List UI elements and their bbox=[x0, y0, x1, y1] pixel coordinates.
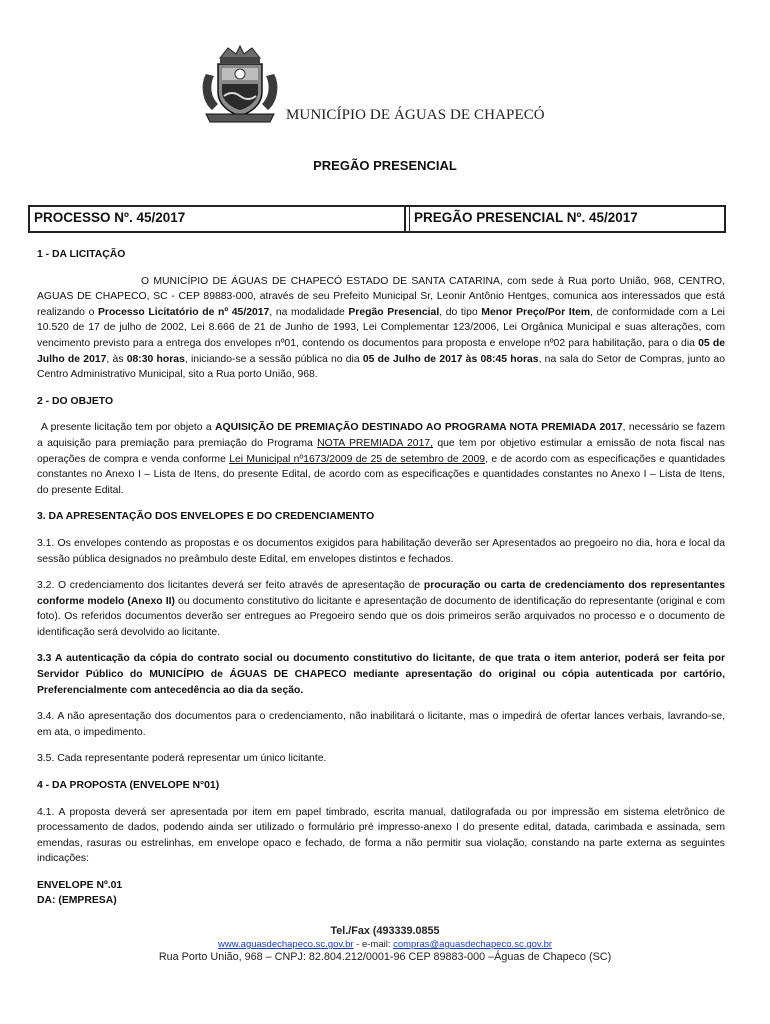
municipality-name: MUNICÍPIO DE ÁGUAS DE CHAPECÓ bbox=[286, 107, 545, 123]
section-1-paragraph: O MUNICÍPIO DE ÁGUAS DE CHAPECÓ ESTADO DE SANTA CATARINA, com sede à Rua porto União, 968, CENTRO, AGUAS DE CHAPECO, SC - CEP 89883-000, através de seu Prefeito Municipal Sr, Leonir Antônio Hentges, comunica aos interessados que está realizando o Processo Licitatório de nº 45/2017, na modalidade Pregão Presencial, do tipo Menor Preço/Por Item, de conformidade com a Lei 10.520 de 17 de julho de 2002, Lei 8.666 de 21 de Junho de 1993, Lei Complementar 123/2006, Lei Orgânica Municipal e suas alterações, com vencimento previsto para a entrega dos envelopes nº01, contendo os documentos para proposta e envelope nº02 para habilitação, para o dia 05 de Julho de 2017, às 08:30 horas, iniciando-se a sessão pública no dia 05 de Julho de 2017 às 08:45 horas, na sala do Setor de Compras, junto ao Centro Administrativo Municipal, sito a Rua porto União, 968. bbox=[37, 275, 725, 381]
website-link[interactable]: www.aguasdechapeco.sc.gov.br bbox=[217, 939, 354, 950]
page-footer bbox=[0, 925, 770, 964]
pregao-number: PREGÃO PRESENCIAL Nº. 45/2017 bbox=[409, 207, 724, 231]
section-3-heading: 3. DA APRESENTAÇÃO DOS ENVELOPES E DO CREDENCIAMENTO bbox=[37, 511, 375, 523]
paragraph-3-3: 3.3 A autenticação da cópia do contrato social ou documento constitutivo do licitante, de que trata o item anterior, poderá ser feita por Servidor Público do MUNICÍPIO de ÁGUAS DE CHAPECO mediante apresentação do original ou cópia autenticada por cartório, Preferencialmente com antecedência ao dia da seção. bbox=[37, 653, 725, 696]
email-label: - e-mail: bbox=[353, 939, 394, 950]
section-2-paragraph: A presente licitação tem por objeto a AQUISIÇÃO DE PREMIAÇÃO DESTINADO AO PROGRAMA NOTA PREMIADA 2017, necessário se fazem a aquisição para premiação para premiação do Programa NOTA PREMIADA 2017, que tem por objetivo estimular a emissão de nota fiscal nas operações de compra e venda conforme Lei Municipal nº1673/2009 de 25 de setembro de 2009, e de acordo com as especificações e quantidades constantes no Anexo I – Lista de Itens, do presente Edital, de acordo com as especificações e quantidades constantes no Anexo I – Lista de Itens, do presente Edital. bbox=[37, 422, 726, 496]
paragraph-3-4: 3.4. A não apresentação dos documentos para o credenciamento, não inabilitará o licitante, mas o impedirá de ofertar lances verbais, lavrando-se, em ata, o impedimento. bbox=[37, 711, 725, 738]
document-body bbox=[37, 247, 725, 908]
section-1-heading: 1 - DA LICITAÇÃO bbox=[37, 249, 126, 260]
footer-phone: Tel./Fax (493339.0855 bbox=[330, 925, 440, 937]
paragraph-3-1: 3.1. Os envelopes contendo as propostas e os documentos exigidos para habilitação deverão ser Apresentados ao pregoeiro no dia, hora e local da sessão pública designados no preâmbulo deste Edital, em envelopes distintos e fechados. bbox=[37, 537, 725, 565]
process-header-box bbox=[28, 205, 726, 233]
process-number: PROCESSO Nº. 45/2017 bbox=[30, 207, 406, 231]
paragraph-4-1: 4.1. A proposta deverá ser apresentada por item em papel timbrado, escrita manual, datilografada ou por impressão em sistema eletrônico de processamento de dados, podendo ainda ser utilizado o formulário pré impresso-anexo I do presente edital, datada, carimbada e assinada, sem emendas, rasuras ou estrelinhas, em envelope opaco e fechado, de forma a não permitir sua violação, constando na parte externa as seguintes indicações: bbox=[37, 806, 725, 865]
paragraph-3-2: 3.2. O credenciamento dos licitantes deverá ser feito através de apresentação de procuração ou carta de credenciamento dos representantes conforme modelo (Anexo II) ou documento constitutivo do licitante e apresentação de documento de identificação do representante (original e com foto). Os referidos documentos deverão ser entregues ao Pregoeiro sendo que os dois primeiros serão arquivados no processo e o documento de identificação será devolvido ao licitante. bbox=[37, 580, 725, 638]
paragraph-3-5: 3.5. Cada representante poderá representar um único licitante. bbox=[37, 753, 327, 765]
municipal-coat-of-arms-icon bbox=[198, 44, 282, 126]
company-label: DA: (EMPRESA) bbox=[37, 895, 117, 906]
modality-title: PREGÃO PRESENCIAL bbox=[313, 158, 457, 173]
email-link[interactable]: compras@aguasdechapeco.sc.gov.br bbox=[393, 939, 553, 950]
footer-address: Rua Porto União, 968 – CNPJ: 82.804.212/0001-96 CEP 89883-000 –Águas de Chapeco (SC) bbox=[158, 951, 612, 963]
section-4-heading: 4 - DA PROPOSTA (ENVELOPE N°01) bbox=[37, 780, 220, 792]
footer-contacts bbox=[0, 938, 770, 951]
envelope-label: ENVELOPE Nº.01 bbox=[37, 880, 123, 891]
section-2-heading: 2 - DO OBJETO bbox=[37, 395, 114, 407]
